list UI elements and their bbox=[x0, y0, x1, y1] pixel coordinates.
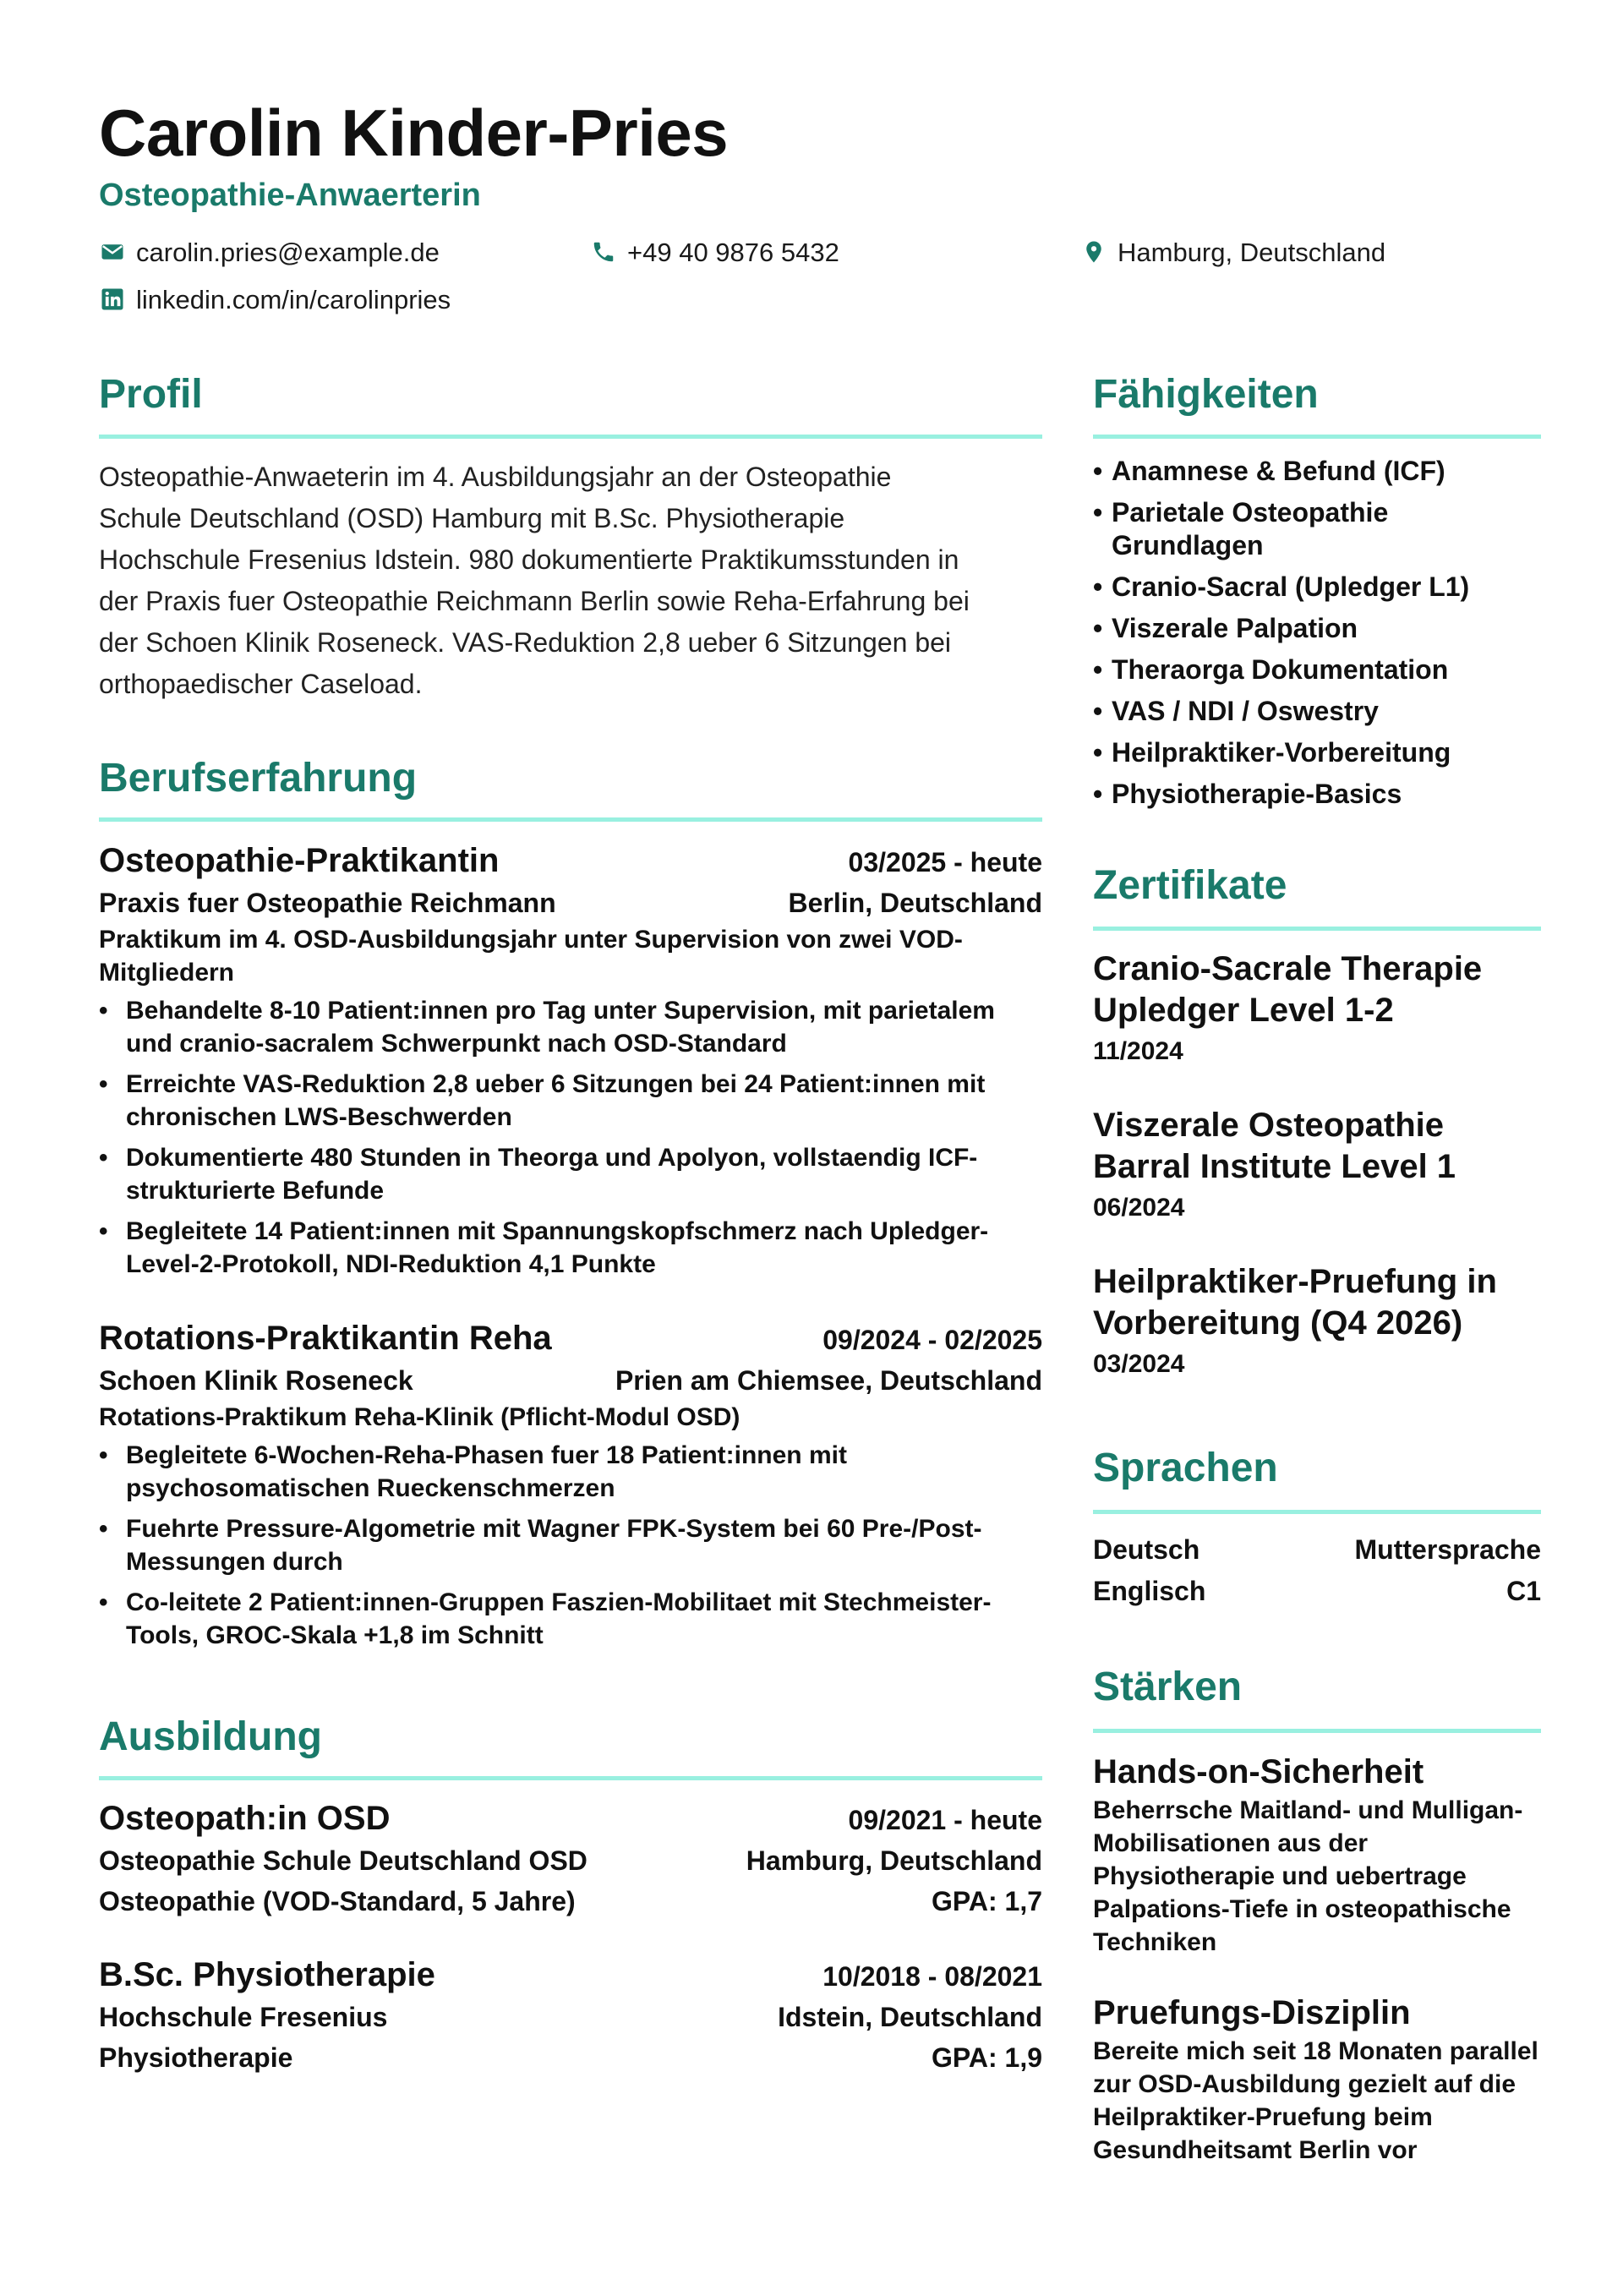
section-rule-profile bbox=[99, 435, 1042, 439]
job-bullet: • Behandelte 8-10 Patient:innen pro Tag unter Supervision, mit parietalem und cranio-sacralem Schwerpunkt nach OSD-Standard bbox=[99, 994, 1042, 1060]
candidate-name: Carolin Kinder-Pries bbox=[99, 96, 729, 170]
section-rule-experience bbox=[99, 817, 1042, 822]
language-level: C1 bbox=[1506, 1576, 1541, 1606]
strength-entry bbox=[1093, 1750, 1541, 1959]
strength-entry bbox=[1093, 1991, 1541, 2167]
profile-line: der Praxis fuer Osteopathie Reichmann Berlin sowie Reha-Erfahrung bei bbox=[99, 586, 970, 616]
education-entry bbox=[99, 1953, 1042, 2078]
mail-icon bbox=[99, 238, 126, 265]
job-title: Osteopathie-Praktikantin bbox=[99, 842, 500, 879]
language-row bbox=[1093, 1534, 1541, 1566]
strength-title: Pruefungs-Disziplin bbox=[1093, 1994, 1411, 2031]
section-rule-certificates bbox=[1093, 927, 1541, 931]
language-name: Englisch bbox=[1093, 1576, 1206, 1606]
job-description: Praktikum im 4. OSD-Ausbildungsjahr unter Supervision von zwei VOD-Mitgliedern bbox=[99, 926, 963, 987]
profile-text bbox=[99, 456, 1054, 705]
skill-item: • Anamnese & Befund (ICF) bbox=[1093, 455, 1541, 488]
certificate-entry bbox=[1093, 1261, 1541, 1383]
job-company: Schoen Klinik Roseneck bbox=[99, 1365, 413, 1396]
section-title-strengths: Stärken bbox=[1093, 1665, 1243, 1709]
job-bullet: • Begleitete 6-Wochen-Reha-Phasen fuer 18 Patient:innen mit psychosomatischen Rueckenschmerzen bbox=[99, 1439, 1042, 1505]
certificate-entry bbox=[1093, 948, 1541, 1070]
education-date: 09/2021 - heute bbox=[848, 1805, 1042, 1835]
map-pin-icon bbox=[1080, 238, 1107, 265]
section-title-experience: Berufserfahrung bbox=[99, 756, 418, 801]
section-title-profile: Profil bbox=[99, 372, 203, 417]
education-field: Physiotherapie bbox=[99, 2042, 293, 2073]
education-school: Hochschule Fresenius bbox=[99, 2002, 388, 2032]
education-location: Hamburg, Deutschland bbox=[746, 1845, 1042, 1876]
job-company: Praxis fuer Osteopathie Reichmann bbox=[99, 888, 556, 918]
job-title: Rotations-Praktikantin Reha bbox=[99, 1320, 552, 1357]
certificate-name: Cranio-Sacrale Therapie Upledger Level 1-2 bbox=[1093, 950, 1483, 1029]
job-description: Rotations-Praktikum Reha-Klinik (Pflicht-Modul OSD) bbox=[99, 1403, 740, 1431]
education-entry bbox=[99, 1796, 1042, 1922]
section-title-skills: Fähigkeiten bbox=[1093, 372, 1319, 417]
education-degree: B.Sc. Physiotherapie bbox=[99, 1956, 435, 1993]
job-bullet: • Co-leitete 2 Patient:innen-Gruppen Faszien-Mobilitaet mit Stechmeister-Tools, GROC-Skala +1,8 im Schnitt bbox=[99, 1586, 1042, 1652]
certificate-name: Heilpraktiker-Pruefung in Vorbereitung (Q4 2026) bbox=[1093, 1263, 1497, 1342]
skill-item: • Heilpraktiker-Vorbereitung bbox=[1093, 736, 1541, 769]
section-rule-education bbox=[99, 1776, 1042, 1780]
job-entry bbox=[99, 1316, 1042, 1659]
location-text: Hamburg, Deutschland bbox=[1118, 237, 1386, 267]
job-entry bbox=[99, 839, 1042, 1288]
phone-icon bbox=[590, 238, 617, 265]
certificate-entry bbox=[1093, 1105, 1541, 1227]
job-bullet: • Erreichte VAS-Reduktion 2,8 ueber 6 Sitzungen bei 24 Patient:innen mit chronischen LWS-Beschwerden bbox=[99, 1068, 1042, 1134]
skill-item: • VAS / NDI / Oswestry bbox=[1093, 695, 1541, 728]
job-date: 09/2024 - 02/2025 bbox=[822, 1325, 1042, 1355]
candidate-title: Osteopathie-Anwaerterin bbox=[99, 178, 481, 213]
profile-line: Osteopathie-Anwaeterin im 4. Ausbildungsjahr an der Osteopathie bbox=[99, 462, 892, 492]
profile-line: Schule Deutschland (OSD) Hamburg mit B.Sc. Physiotherapie bbox=[99, 503, 845, 533]
section-title-certificates: Zertifikate bbox=[1093, 863, 1287, 908]
certificate-name: Viszerale Osteopathie Barral Institute Level 1 bbox=[1093, 1107, 1456, 1185]
language-row bbox=[1093, 1576, 1541, 1607]
job-bullet: • Begleitete 14 Patient:innen mit Spannungskopfschmerz nach Upledger-Level-2-Protokoll, NDI-Reduktion 4,1 Punkte bbox=[99, 1215, 1042, 1281]
strength-description: Beherrsche Maitland- und Mulligan-Mobilisationen aus der Physiotherapie und uebertrage Palpations-Tiefe in osteopathische Techniken bbox=[1093, 1796, 1523, 1956]
contact-phone[interactable] bbox=[590, 238, 839, 265]
contact-email[interactable] bbox=[99, 238, 440, 265]
job-bullet: • Dokumentierte 480 Stunden in Theorga und Apolyon, vollstaendig ICF-strukturierte Befunde bbox=[99, 1141, 1042, 1207]
education-gpa: GPA: 1,7 bbox=[932, 1886, 1042, 1916]
email-text[interactable]: carolin.pries@example.de bbox=[136, 237, 440, 267]
education-location: Idstein, Deutschland bbox=[778, 2002, 1042, 2032]
certificate-date: 06/2024 bbox=[1093, 1194, 1185, 1222]
certificate-date: 03/2024 bbox=[1093, 1350, 1185, 1378]
education-school: Osteopathie Schule Deutschland OSD bbox=[99, 1845, 587, 1876]
contact-location bbox=[1080, 238, 1385, 265]
strength-title: Hands-on-Sicherheit bbox=[1093, 1753, 1424, 1790]
skill-item: • Theraorga Dokumentation bbox=[1093, 653, 1541, 686]
skills-list bbox=[1093, 455, 1541, 819]
education-date: 10/2018 - 08/2021 bbox=[822, 1961, 1042, 1992]
education-gpa: GPA: 1,9 bbox=[932, 2042, 1042, 2073]
job-location: Prien am Chiemsee, Deutschland bbox=[615, 1365, 1042, 1396]
linkedin-text[interactable]: linkedin.com/in/carolinpries bbox=[136, 284, 451, 314]
skill-item: • Cranio-Sacral (Upledger L1) bbox=[1093, 571, 1541, 604]
section-title-education: Ausbildung bbox=[99, 1714, 322, 1759]
profile-line: Hochschule Fresenius Idstein. 980 dokumentierte Praktikumsstunden in bbox=[99, 544, 959, 575]
job-location: Berlin, Deutschland bbox=[788, 888, 1042, 918]
skill-item: • Parietale Osteopathie Grundlagen bbox=[1093, 496, 1541, 562]
certificate-date: 11/2024 bbox=[1093, 1037, 1183, 1065]
strength-description: Bereite mich seit 18 Monaten parallel zur OSD-Ausbildung gezielt auf die Heilpraktiker-Pruefung beim Gesundheitsamt Berlin vor bbox=[1093, 2037, 1538, 2164]
section-rule-languages bbox=[1093, 1510, 1541, 1514]
job-bullets bbox=[99, 994, 1042, 1281]
section-rule-strengths bbox=[1093, 1729, 1541, 1733]
profile-line: orthopaedischer Caseload. bbox=[99, 669, 423, 699]
job-date: 03/2025 - heute bbox=[848, 847, 1042, 877]
skill-item: • Physiotherapie-Basics bbox=[1093, 778, 1541, 811]
education-degree: Osteopath:in OSD bbox=[99, 1800, 391, 1837]
job-bullets bbox=[99, 1439, 1042, 1652]
contact-linkedin[interactable] bbox=[99, 286, 451, 313]
linkedin-icon bbox=[99, 286, 126, 313]
profile-line: der Schoen Klinik Roseneck. VAS-Reduktion 2,8 ueber 6 Sitzungen bei bbox=[99, 627, 952, 658]
job-bullet: • Fuehrte Pressure-Algometrie mit Wagner FPK-System bei 60 Pre-/Post-Messungen durch bbox=[99, 1512, 1042, 1578]
language-level: Muttersprache bbox=[1354, 1534, 1541, 1565]
section-rule-skills bbox=[1093, 435, 1541, 439]
skill-item: • Viszerale Palpation bbox=[1093, 612, 1541, 645]
education-field: Osteopathie (VOD-Standard, 5 Jahre) bbox=[99, 1886, 576, 1916]
section-title-languages: Sprachen bbox=[1093, 1446, 1278, 1490]
language-name: Deutsch bbox=[1093, 1534, 1200, 1565]
phone-text[interactable]: +49 40 9876 5432 bbox=[627, 237, 839, 267]
